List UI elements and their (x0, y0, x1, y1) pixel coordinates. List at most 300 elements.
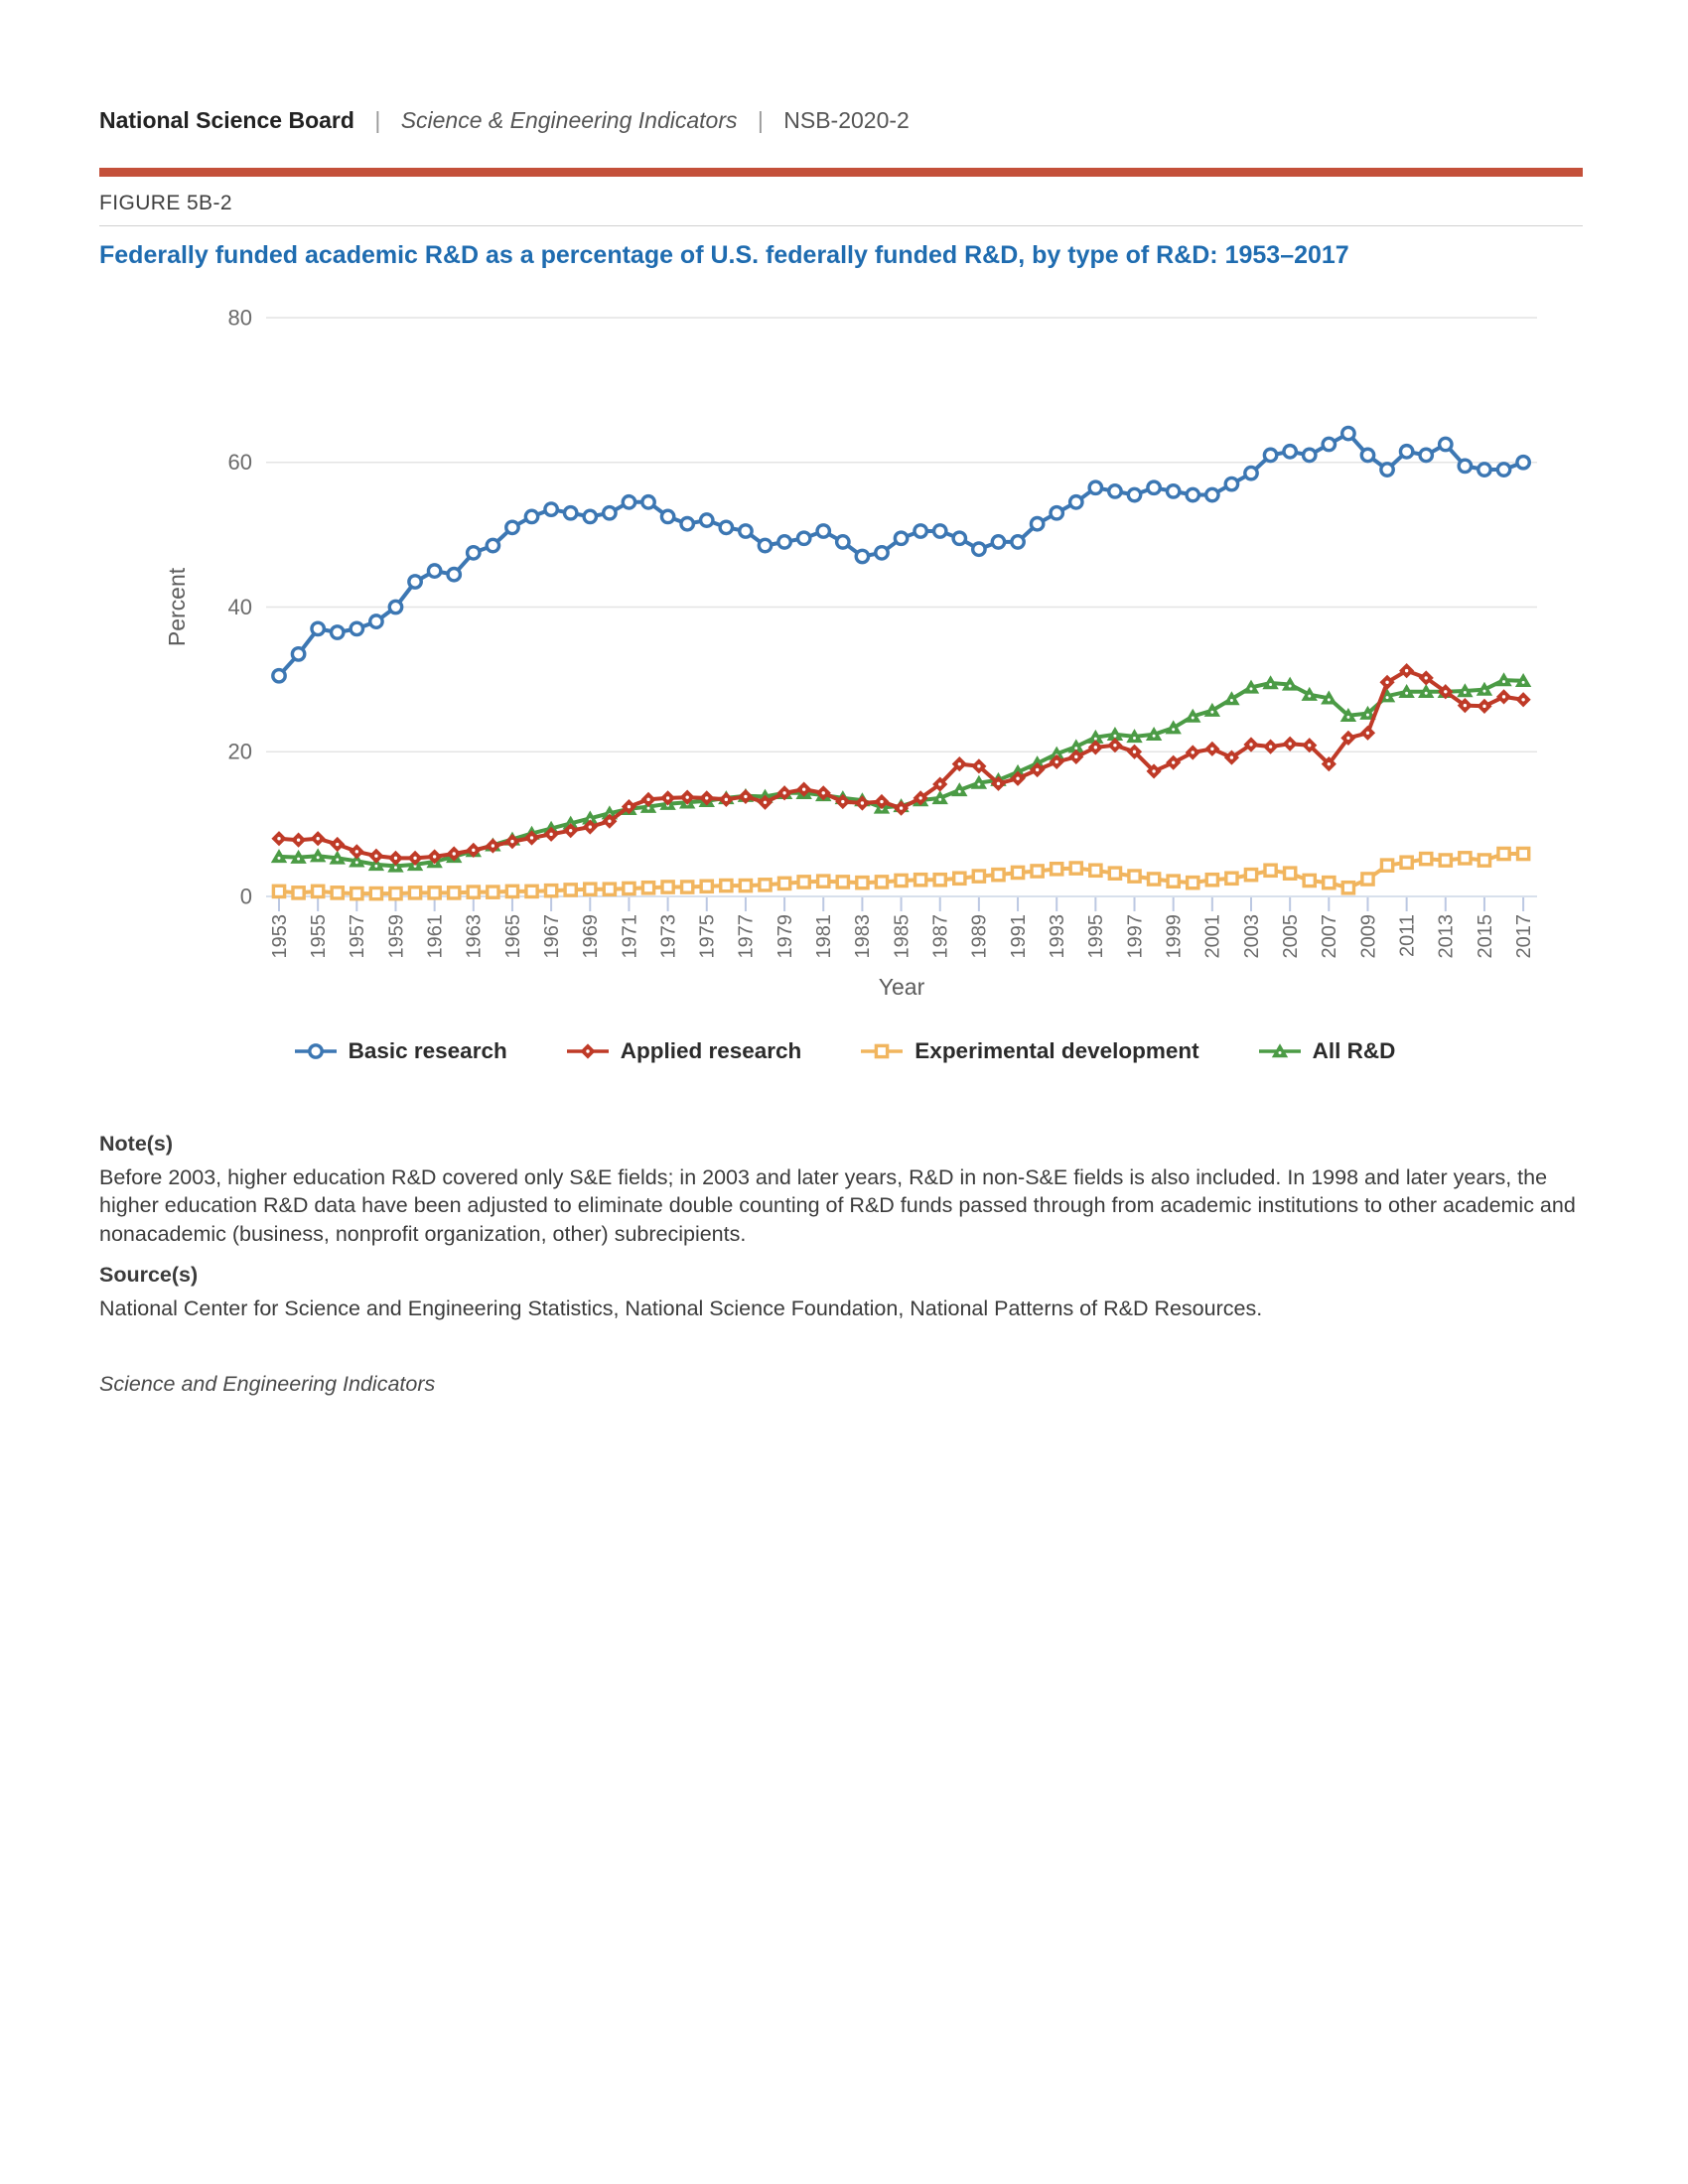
data-point-square (488, 887, 498, 897)
data-point-dot (1522, 681, 1525, 684)
data-point-dot (958, 762, 961, 765)
data-point-dot (1210, 711, 1213, 714)
data-point-square (1265, 865, 1276, 876)
data-point-square (604, 884, 615, 894)
data-point-dot (394, 866, 397, 869)
data-point-circle (309, 1045, 321, 1057)
data-point-dot (549, 833, 552, 836)
data-point-square (1498, 848, 1509, 859)
data-point-square (778, 878, 789, 888)
data-point-circle (1342, 427, 1354, 439)
data-point-dot (764, 801, 767, 804)
data-point-dot (918, 796, 921, 799)
data-point-dot (1269, 745, 1272, 748)
data-point-circle (681, 517, 693, 529)
legend-label: Experimental development (914, 1038, 1199, 1063)
data-point-circle (992, 536, 1004, 548)
data-point-dot (1133, 737, 1136, 740)
x-axis-tick-label: 2017 (1512, 914, 1535, 959)
data-point-dot (997, 782, 1000, 785)
legend-item-experimental-development[interactable] (859, 1038, 1198, 1064)
data-point-square (352, 887, 362, 898)
data-point-square (818, 876, 829, 887)
diamond-legend-marker-icon (565, 1040, 611, 1062)
data-point-dot (530, 836, 533, 839)
data-point-circle (876, 547, 888, 559)
data-point-square (526, 886, 537, 896)
x-axis-tick-label: 2007 (1319, 914, 1341, 959)
data-point-dot (1172, 760, 1175, 763)
x-axis-tick-label: 2005 (1279, 914, 1302, 959)
data-point-dot (1405, 669, 1408, 672)
data-point-square (1304, 875, 1315, 886)
data-point-dot (646, 798, 649, 801)
data-point-dot (510, 840, 513, 843)
data-point-square (1401, 857, 1412, 868)
data-point-square (468, 887, 479, 897)
x-axis-tick-label: 1953 (268, 914, 291, 959)
data-point-square (313, 886, 324, 896)
data-point-circle (1517, 457, 1529, 469)
x-axis-tick-label: 1955 (307, 914, 330, 959)
data-point-dot (1405, 692, 1408, 695)
header-separator: | (374, 107, 381, 133)
x-axis-tick-label: 1999 (1163, 914, 1186, 959)
data-point-circle (584, 510, 596, 522)
data-point-circle (701, 514, 713, 526)
data-point-square (760, 880, 771, 890)
data-point-square (740, 880, 751, 890)
data-point-dot (1366, 714, 1369, 717)
data-point-square (1440, 855, 1451, 866)
x-axis-tick-label: 1963 (463, 914, 486, 959)
data-point-circle (895, 532, 907, 544)
data-point-circle (1148, 481, 1160, 493)
data-point-square (409, 887, 420, 898)
x-axis-tick-label: 1989 (968, 914, 991, 959)
data-point-square (1149, 874, 1160, 885)
data-point-dot (1385, 681, 1388, 684)
data-point-dot (433, 855, 436, 858)
data-point-square (565, 885, 576, 895)
data-point-circle (720, 521, 732, 533)
data-point-dot (705, 796, 708, 799)
data-point-square (1381, 860, 1392, 871)
data-point-circle (934, 525, 946, 537)
square-legend-marker-icon (859, 1040, 905, 1062)
data-point-square (429, 887, 440, 898)
data-point-square (1109, 868, 1120, 879)
x-axis-tick-label: 1981 (813, 914, 836, 959)
report-id: NSB-2020-2 (783, 107, 910, 133)
data-point-circle (1206, 488, 1218, 500)
data-point-square (1206, 875, 1217, 886)
data-point-dot (336, 858, 339, 861)
data-point-dot (744, 795, 747, 798)
data-point-circle (389, 601, 401, 613)
data-point-square (506, 886, 517, 896)
y-axis-tick-label: 40 (227, 594, 252, 619)
x-axis-tick-label: 1977 (735, 914, 758, 959)
y-axis-tick-label: 20 (227, 739, 252, 764)
data-point-dot (1230, 755, 1233, 758)
data-point-dot (1094, 738, 1097, 741)
chart-legend (99, 1038, 1589, 1064)
data-point-square (876, 877, 887, 887)
header-separator: | (757, 107, 764, 133)
x-axis-tick-label: 2009 (1357, 914, 1380, 959)
data-point-dot (1482, 705, 1485, 708)
data-point-dot (1464, 704, 1467, 707)
data-point-square (624, 883, 634, 893)
data-point-dot (374, 854, 377, 857)
data-point-square (837, 877, 848, 887)
data-point-dot (472, 849, 475, 852)
data-point-circle (1381, 464, 1393, 476)
data-point-square (273, 886, 284, 896)
x-axis-tick-label: 1997 (1124, 914, 1147, 959)
data-point-square (1324, 878, 1335, 888)
x-axis-tick-label: 1987 (929, 914, 952, 959)
data-point-dot (589, 825, 592, 828)
data-point-dot (492, 844, 494, 847)
data-point-dot (861, 801, 864, 804)
data-point-circle (797, 532, 809, 544)
data-point-circle (1225, 478, 1237, 489)
data-point-circle (1361, 449, 1373, 461)
data-point-dot (297, 858, 300, 861)
data-point-square (934, 875, 945, 886)
data-point-square (798, 877, 809, 887)
source-body: National Center for Science and Engineering Statistics, National Science Foundation, National Patterns of R&D Resources. (99, 1297, 1263, 1320)
data-point-dot (1269, 683, 1272, 686)
org-name: National Science Board (99, 107, 354, 133)
x-axis-tick-label: 2001 (1201, 914, 1224, 959)
data-point-circle (661, 510, 673, 522)
data-point-circle (973, 543, 985, 555)
data-point-circle (1051, 507, 1062, 519)
legend-label: Applied research (620, 1038, 802, 1063)
x-axis-tick-label: 1957 (347, 914, 369, 959)
data-point-dot (1346, 737, 1349, 740)
data-point-square (332, 887, 343, 898)
data-point-circle (1187, 488, 1198, 500)
data-point-circle (312, 622, 324, 634)
data-point-square (390, 887, 401, 898)
data-point-dot (1249, 743, 1252, 746)
legend-item-basic-research[interactable] (293, 1038, 507, 1064)
data-point-circle (1304, 449, 1316, 461)
data-point-dot (608, 820, 611, 823)
x-axis-tick-label: 1967 (540, 914, 563, 959)
data-point-dot (841, 800, 844, 803)
series-applied-research (271, 663, 1530, 866)
triangle-legend-marker-icon (1257, 1040, 1303, 1062)
data-point-dot (666, 796, 669, 799)
data-point-circle (448, 569, 460, 581)
data-point-square (1032, 866, 1043, 877)
data-point-circle (1109, 485, 1121, 497)
data-point-square (1052, 864, 1062, 875)
data-point-dot (628, 805, 631, 808)
data-point-dot (1425, 692, 1428, 695)
series-line (279, 434, 1523, 676)
data-point-dot (374, 865, 377, 868)
x-axis-tick-label: 1959 (385, 914, 408, 959)
data-point-circle (545, 503, 557, 515)
x-axis-tick-label: 1965 (501, 914, 524, 959)
data-point-square (1518, 848, 1529, 859)
data-point-circle (778, 536, 790, 548)
data-point-dot (316, 837, 319, 840)
data-point-square (1070, 863, 1081, 874)
data-point-circle (1459, 460, 1471, 472)
data-point-dot (958, 790, 961, 793)
y-axis-tick-label: 60 (227, 450, 252, 476)
data-point-dot (1113, 744, 1116, 747)
data-point-dot (1278, 1051, 1281, 1054)
data-point-square (546, 886, 557, 896)
data-point-circle (759, 539, 771, 551)
y-axis-tick-label: 0 (239, 884, 252, 909)
data-point-square (954, 873, 965, 884)
source-heading: Source(s) (99, 1263, 199, 1287)
legend-label: Basic research (348, 1038, 507, 1063)
data-point-dot (1444, 690, 1447, 693)
data-point-square (857, 878, 868, 888)
x-axis-tick-label: 2013 (1435, 914, 1458, 959)
data-point-circle (468, 547, 480, 559)
x-axis-tick-label: 1969 (580, 914, 603, 959)
series-all-r-d (271, 672, 1532, 872)
data-point-dot (1346, 716, 1349, 719)
data-point-square (642, 883, 653, 893)
data-point-circle (351, 622, 362, 634)
x-axis-tick-label: 1991 (1007, 914, 1030, 959)
x-axis-tick-label: 1985 (891, 914, 914, 959)
data-point-dot (277, 837, 280, 840)
data-point-circle (1420, 449, 1432, 461)
x-axis-tick-label: 2015 (1474, 914, 1496, 959)
data-point-circle (428, 565, 440, 577)
data-point-dot (1210, 748, 1213, 751)
data-point-dot (1153, 735, 1156, 738)
data-point-square (1285, 868, 1296, 879)
x-axis-tick-label: 1993 (1047, 914, 1068, 959)
notes-heading: Note(s) (99, 1132, 174, 1156)
data-point-circle (292, 648, 304, 660)
data-point-circle (370, 615, 382, 627)
data-point-dot (1308, 695, 1311, 698)
data-point-circle (1440, 438, 1452, 450)
data-point-dot (586, 1049, 589, 1052)
figure-title: Federally funded academic R&D as a percentage of U.S. federally funded R&D, by type of R&D: 1953–2017 (99, 241, 1349, 269)
data-point-dot (1308, 744, 1311, 747)
data-point-square (370, 887, 381, 898)
data-point-circle (1128, 488, 1140, 500)
data-point-circle (817, 525, 829, 537)
data-point-dot (1055, 760, 1058, 763)
data-point-dot (1502, 680, 1505, 683)
data-point-circle (1167, 485, 1179, 497)
data-point-dot (880, 800, 883, 803)
data-point-square (1188, 878, 1198, 888)
legend-label: All R&D (1312, 1038, 1396, 1063)
data-point-dot (278, 857, 281, 860)
data-point-dot (297, 838, 300, 841)
data-point-circle (1089, 481, 1101, 493)
data-point-dot (1386, 696, 1389, 699)
data-point-circle (409, 576, 421, 588)
data-point-square (1342, 883, 1353, 893)
data-point-dot (1502, 695, 1505, 698)
data-point-circle (332, 626, 344, 638)
data-point-square (1012, 867, 1023, 878)
x-axis-tick-label: 1995 (1085, 914, 1108, 959)
x-axis-title: Year (878, 974, 925, 1000)
data-point-square (1362, 874, 1373, 885)
data-point-dot (1074, 747, 1077, 750)
data-point-circle (1400, 446, 1412, 458)
data-point-dot (317, 856, 320, 859)
data-point-dot (1288, 743, 1291, 746)
series-line (279, 671, 1523, 859)
data-point-circle (1478, 464, 1490, 476)
data-point-dot (1192, 717, 1195, 720)
data-point-square (1090, 865, 1101, 876)
data-point-circle (1031, 517, 1043, 529)
data-point-square (701, 881, 712, 891)
x-axis-tick-label: 1983 (852, 914, 875, 959)
data-point-square (1478, 855, 1489, 866)
data-point-dot (1036, 768, 1039, 771)
circle-legend-marker-icon (293, 1040, 339, 1062)
data-point-dot (1192, 751, 1195, 753)
data-point-square (682, 882, 693, 892)
data-point-dot (977, 764, 980, 767)
data-point-circle (623, 496, 634, 508)
notes-body: Before 2003, higher education R&D covered only S&E fields; in 2003 and later years, R&D in non-S&E fields is also included. In 1998 and later years, the higher education R&D data have been adjusted to eliminate double counting of R&D funds passed through from academic institutions to other academic and nonacademic (business, nonprofit organization, other) subrecipients. (99, 1165, 1576, 1246)
data-point-dot (782, 791, 785, 794)
data-point-dot (1094, 746, 1097, 749)
data-point-circle (506, 521, 518, 533)
data-point-square (585, 884, 596, 894)
data-point-square (293, 887, 304, 898)
data-point-square (1168, 876, 1179, 887)
legend-item-all-r-d[interactable] (1257, 1038, 1396, 1064)
data-point-dot (1328, 762, 1331, 765)
data-point-circle (525, 510, 537, 522)
data-point-circle (604, 507, 616, 519)
data-point-dot (1113, 735, 1116, 738)
data-point-dot (1152, 769, 1155, 772)
x-axis-tick-label: 1971 (619, 914, 641, 959)
data-point-circle (642, 496, 654, 508)
data-point-dot (1289, 684, 1292, 687)
x-axis-tick-label: 1975 (696, 914, 719, 959)
x-axis-tick-label: 2003 (1240, 914, 1263, 959)
data-point-dot (336, 843, 339, 846)
data-point-dot (453, 852, 456, 855)
data-point-circle (1284, 446, 1296, 458)
data-point-circle (1245, 467, 1257, 478)
x-axis-tick-label: 1979 (774, 914, 796, 959)
series-line (279, 680, 1523, 866)
data-point-circle (914, 525, 926, 537)
data-point-square (449, 887, 460, 898)
data-point-dot (977, 783, 980, 786)
data-point-dot (1250, 687, 1253, 690)
data-point-square (662, 882, 673, 892)
data-point-square (1226, 873, 1237, 884)
data-point-dot (647, 807, 650, 810)
data-point-dot (1172, 728, 1175, 731)
data-point-dot (1366, 732, 1369, 735)
data-point-square (993, 870, 1004, 881)
data-point-square (973, 871, 984, 882)
data-point-dot (394, 857, 397, 860)
data-point-circle (740, 525, 752, 537)
data-point-circle (1497, 464, 1509, 476)
data-point-dot (938, 782, 941, 785)
data-point-square (1245, 870, 1256, 881)
data-point-square (1460, 853, 1471, 864)
data-point-square (896, 875, 907, 886)
data-point-square (877, 1045, 888, 1056)
data-point-square (915, 875, 926, 886)
data-point-dot (1074, 755, 1077, 758)
figure-label: FIGURE 5B-2 (99, 192, 232, 214)
data-point-dot (1230, 699, 1233, 702)
data-point-circle (1323, 438, 1335, 450)
data-point-dot (725, 798, 728, 801)
data-point-square (721, 880, 732, 890)
data-point-dot (802, 787, 805, 790)
data-point-dot (938, 798, 941, 801)
legend-item-applied-research[interactable] (565, 1038, 802, 1064)
data-point-dot (822, 791, 825, 794)
data-point-circle (565, 507, 577, 519)
data-point-dot (1425, 676, 1428, 679)
data-point-circle (1070, 496, 1082, 508)
data-point-circle (953, 532, 965, 544)
data-point-dot (355, 861, 358, 864)
data-point-circle (1264, 449, 1276, 461)
data-point-dot (1464, 691, 1467, 694)
x-axis-tick-label: 1961 (424, 914, 447, 959)
y-axis-title: Percent (164, 567, 190, 647)
data-point-dot (355, 850, 358, 853)
data-point-circle (837, 536, 849, 548)
x-axis-tick-label: 2011 (1396, 914, 1419, 958)
footer-brand: Science and Engineering Indicators (99, 1372, 436, 1396)
y-axis-tick-label: 80 (227, 305, 252, 331)
x-axis-tick-label: 1973 (657, 914, 680, 959)
data-point-dot (1482, 690, 1485, 693)
data-point-square (1421, 854, 1432, 865)
data-point-dot (1133, 751, 1136, 753)
line-chart (0, 0, 1688, 1023)
publication-name: Science & Engineering Indicators (400, 107, 738, 133)
series-basic-research (273, 427, 1530, 682)
data-point-dot (900, 806, 903, 809)
data-point-square (1129, 871, 1140, 882)
data-point-circle (487, 539, 498, 551)
data-point-dot (1521, 698, 1524, 701)
data-point-dot (1328, 698, 1331, 701)
data-point-dot (1016, 777, 1019, 780)
data-point-circle (1012, 536, 1024, 548)
